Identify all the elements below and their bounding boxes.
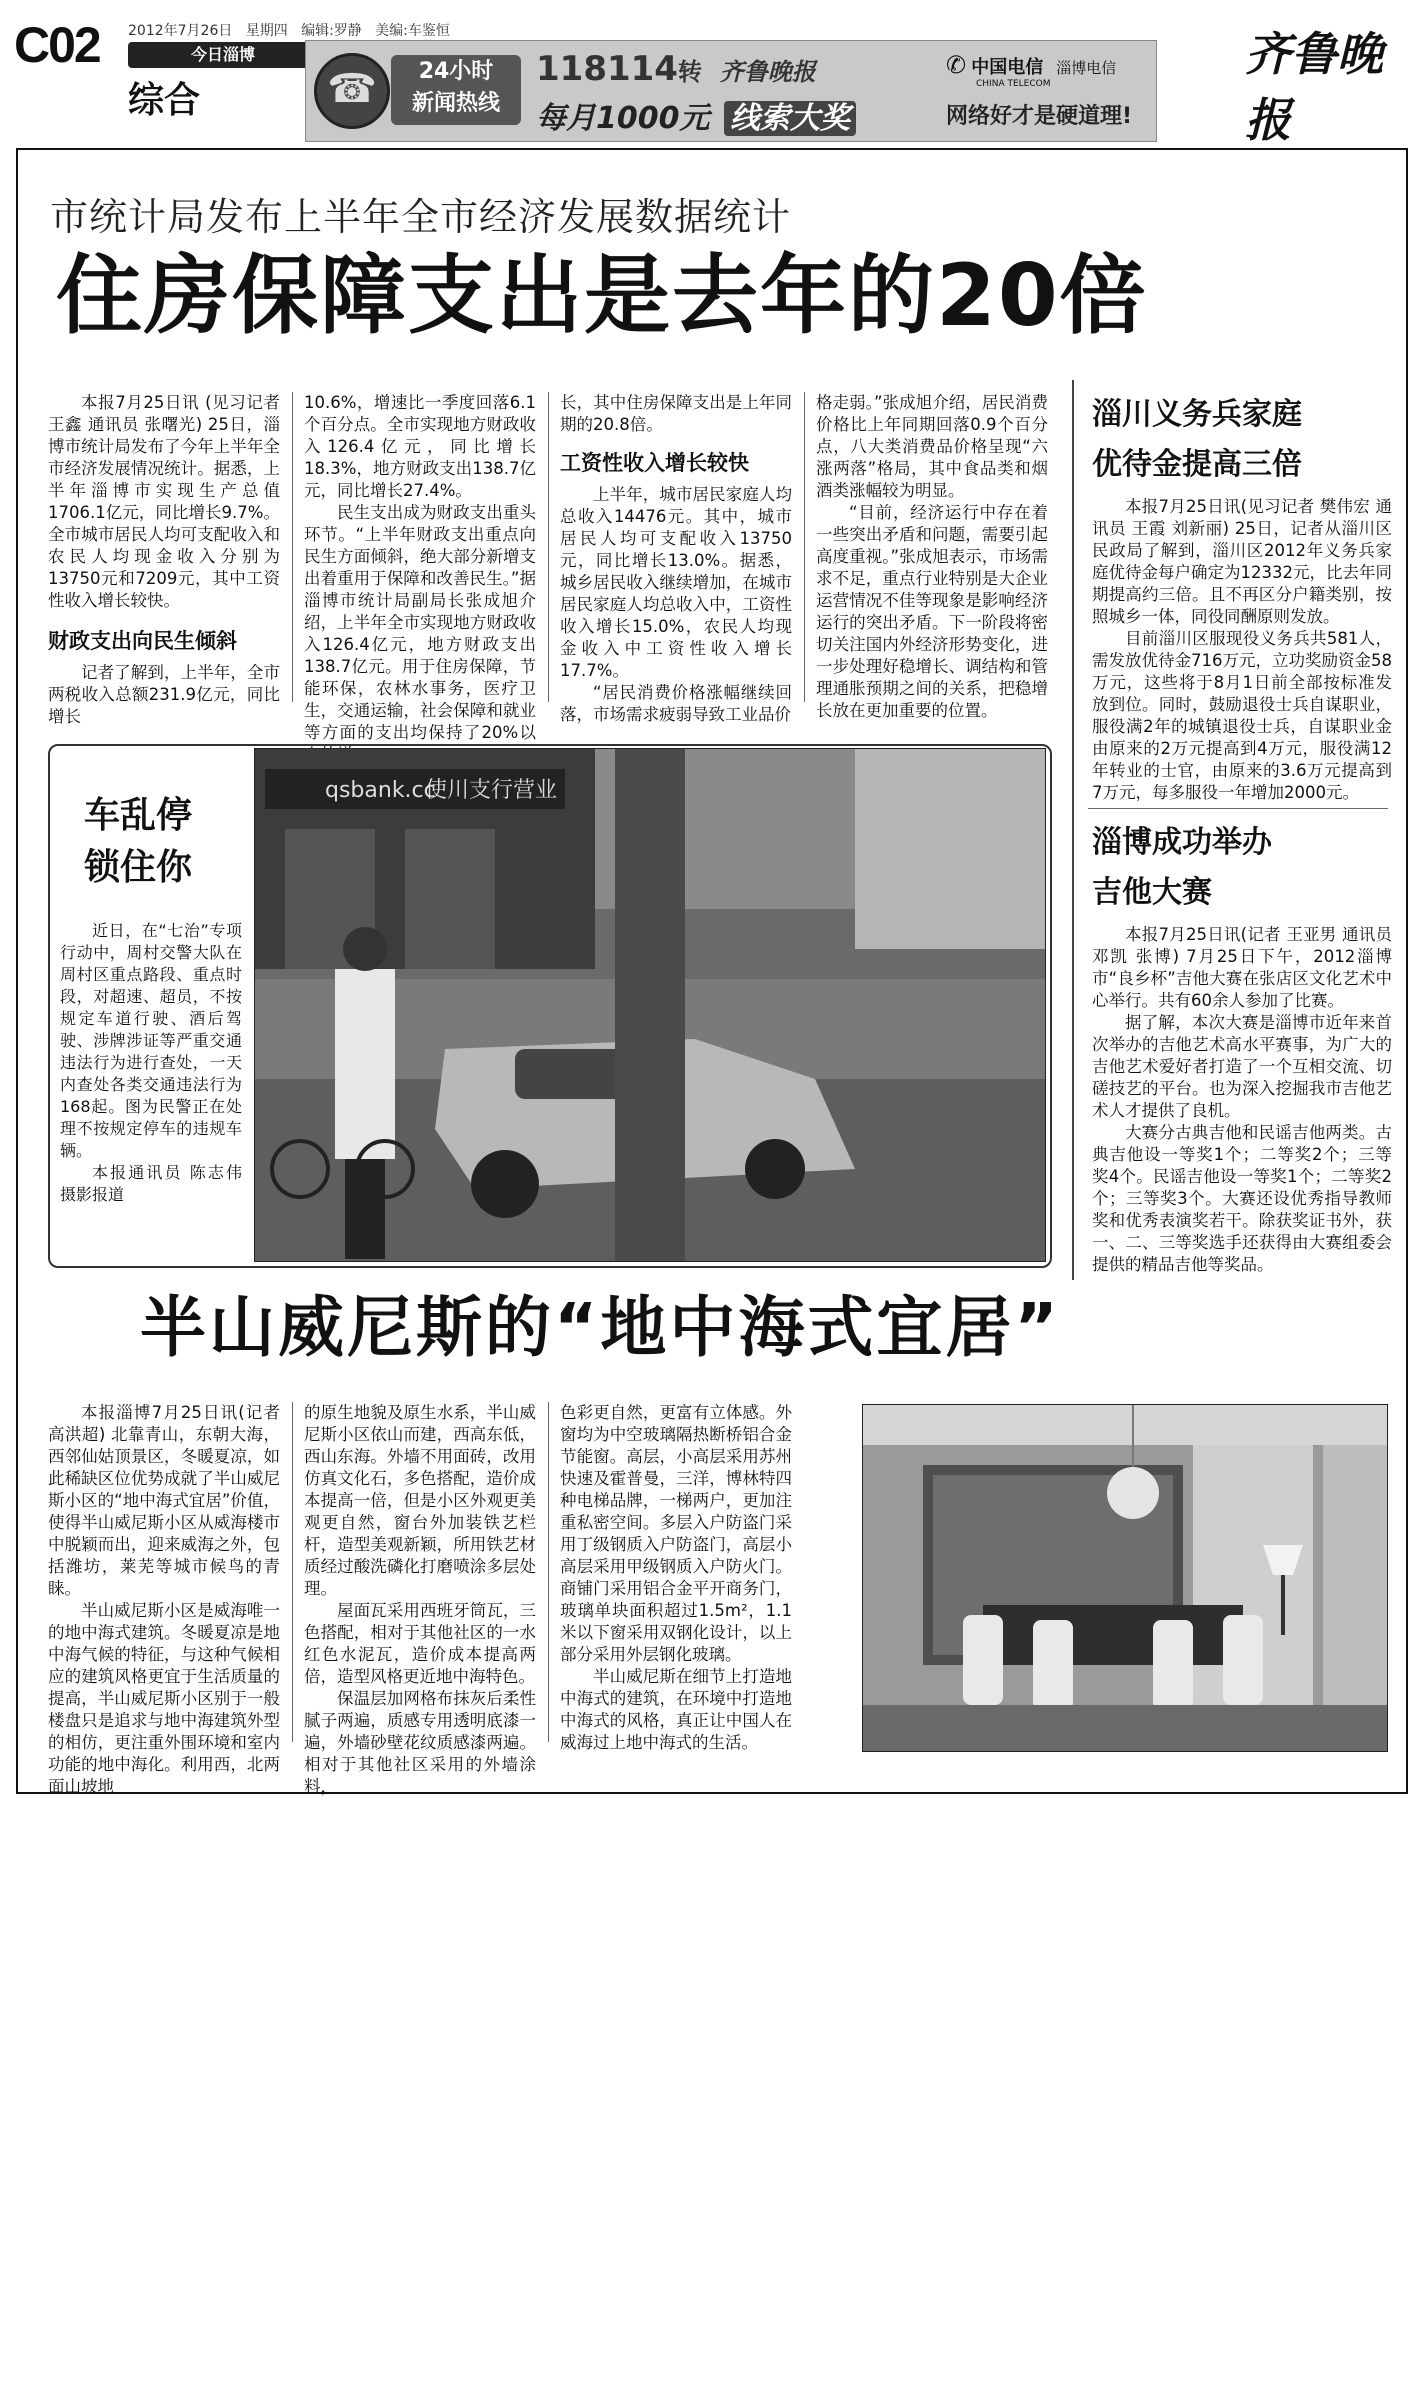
side-1-paragraph: 本报7月25日讯(见习记者 樊伟宏 通讯员 王霞 刘新丽) 25日，记者从淄川区民政局了解到，淄川区2012年义务兵家庭优待金每户确定为12332元，比去年同期提高约三倍。且不再区分户籍类别，按照城乡一体，同役同酬原则发放。 [1092, 497, 1392, 626]
zibo-telecom: 淄博电信 [1056, 59, 1117, 77]
banner-hotline [391, 55, 521, 125]
side-2-paragraph: 据了解，本次大赛是淄博市近年来首次举办的吉他艺术高水平赛事，为广大的吉他艺术爱好者打造了一个互相交流、切磋技艺的平台。也为深入挖掘我市吉他艺术人才提供了良机。 [1092, 1013, 1392, 1120]
banner-brand-small: 齐鲁晚报 [719, 57, 816, 86]
interior-photo [862, 1404, 1388, 1752]
main-paragraph: 长，其中住房保障支出是上年同期的20.8倍。 [560, 393, 792, 434]
bottom-paragraph: 色彩更自然，更富有立体感。外窗均为中空玻璃隔热断桥铝合金节能窗。高层，小高层采用苏州快速及霍普曼，三洋，博林特四种电梯品牌，一梯两户，更加注重私密空间。多层入户防盗门采用丁级钢质入户防盗门，高层小高层采用甲级钢质入户防火门。商铺门采用铝合金平开商务门，玻璃单块面积超过1.5m²，1.1米以下窗采用双钢化设计，以上部分采用外层钢化玻璃。 [560, 1403, 792, 1664]
main-paragraph: 民生支出成为财政支出重头环节。“上半年财政支出重点向民生方面倾斜，绝大部分新增支出着重用于保障和改善民生。”据淄博市统计局副局长张成旭介绍，上半年全市实现地方财政收入126.4亿元，地方财政支出138.7亿元。用于住房保障，节能环保，农林水事务，医疗卫生，交通运输，社会保障和就业等方面的支出均保持了20%以 [304, 503, 536, 742]
banner-reward-text: 线索大奖 [724, 101, 856, 136]
telecom-en: CHINA TELECOM [976, 79, 1051, 89]
main-kicker: 市统计局发布上半年全市经济发展数据统计 [50, 195, 792, 239]
issue-meta [128, 20, 450, 40]
photo-news-credit: 本报通讯员 陈志伟 摄影报道 [60, 1163, 242, 1204]
issue-weekday: 星期四 [245, 23, 288, 39]
bottom-paragraph: 的原生地貌及原生水系，半山威尼斯小区依山而建，西高东低，西山东海。外墙不用面砖，改用仿真文化石，多色搭配，造价成本提高一倍，但是小区外观更美观更自然，窗台外加装铁艺栏杆，造型美观新颖，所用铁艺材质经过酸洗磷化打磨喷涂多层处理。 [304, 1403, 536, 1598]
main-col-3 [560, 392, 792, 726]
main-col-1 [48, 392, 280, 728]
banner-number [536, 49, 816, 89]
bank-sign: 使川支行营业 [425, 778, 558, 803]
main-subheading-1: 财政支出向民生倾斜 [48, 629, 237, 653]
photo-news-headline-2: 锁住你 [84, 847, 193, 888]
photo-news-body: 近日，在“七治”专项行动中，周村交警大队在周村区重点路段、重点时段，对超速、超员，不按规定车道行驶、酒后驾驶、涉牌涉证等严重交通违法行为进行查处，一天内查处各类交通违法行为168起。图为民警正在处理不按规定停车的违规车辆。 [60, 921, 242, 1160]
bottom-paragraph: 保温层加网格布抹灰后柔性腻子两遍，质感专用透明底漆一遍，外墙砂壁花纹质感漆两遍。相对于其他社区采用的外墙涂料， [304, 1689, 536, 1796]
bottom-headline: 半山威尼斯的“地中海式宜居” [140, 1289, 1061, 1366]
photo-news-headline-1: 车乱停 [84, 795, 193, 836]
banner-number-suffix: 转 [677, 58, 702, 86]
bottom-col-1 [48, 1402, 280, 1798]
main-subheading-2: 工资性收入增长较快 [560, 451, 749, 475]
bottom-paragraph: 半山威尼斯在细节上打造地中海式的建筑，在环境中打造地中海式的风格，真正让中国人在威海过上地中海式的生活。 [560, 1667, 792, 1752]
column-divider [548, 392, 549, 702]
bottom-paragraph: 屋面瓦采用西班牙筒瓦，三色搭配，相对于其他社区的一水红色水泥瓦，造价成本提高两倍，造型风格更近地中海特色。 [304, 1601, 536, 1686]
banner-reward [536, 93, 856, 137]
side-2-headline-2: 吉他大赛 [1092, 875, 1212, 910]
newspaper-brand: 齐鲁晚报 [1245, 27, 1383, 147]
bank-sign-domain: qsbank.cc [325, 778, 436, 803]
main-paragraph: 格走弱。”张成旭介绍，居民消费价格比上年同期回落0.9个百分点，八大类消费品价格呈现“六涨两落”格局，其中食品类和烟酒类涨幅较为明显。 [816, 393, 1048, 500]
section-name: 综合 [128, 80, 201, 121]
section-tag: 今日淄博 [128, 42, 318, 68]
page-number: C02 [14, 17, 100, 73]
main-lead-paragraph: 本报7月25日讯 (见习记者 王鑫 通讯员 张曙光) 25日，淄博市统计局发布了今年上半年全市经济发展情况统计。据悉，上半年淄博市实现生产总值1706.1亿元，同比增长9.7%。全市城市居民人均可支配收入和农民人均现金收入分别为13750元和7209元，其中工资性收入增长较快。 [48, 393, 280, 610]
telecom-icon: ✆ [946, 51, 967, 79]
bottom-paragraph: 半山威尼斯小区是威海唯一的地中海式建筑。冬暖夏凉是地中海气候的特征，与这种气候相应的建筑风格更宜于生活质量的提高，半山威尼斯小区别于一般楼盘只是追求与地中海建筑外型的相仿，更注重外围环境和室内功能的地中海化。利用西，北两面山坡地 [48, 1601, 280, 1796]
designer-credit: 美编:车鉴恒 [375, 23, 450, 39]
banner-hotline-line1: 24小时 [418, 59, 494, 84]
street-photo-illustration [255, 749, 1045, 1261]
main-paragraph: “目前，经济运行中存在着一些突出矛盾和问题，需要引起高度重视。”张成旭表示，市场需求不足，重点行业特别是大企业运营情况不佳等现象是影响经济运行的突出矛盾。下一阶段将密切关注国内外经济形势变化，进一步处理好稳增长、调结构和管理通胀预期之间的关系，把稳增长放在更加重要的位置。 [816, 503, 1048, 720]
side-article-2 [1092, 818, 1392, 1276]
column-divider [804, 392, 805, 702]
right-column-divider [1072, 380, 1074, 1280]
editor-credit: 编辑:罗静 [301, 23, 362, 39]
side-2-paragraph: 本报7月25日讯(记者 王亚男 通讯员 邓凯 张博) 7月25日下午，2012淄博市“良乡杯”吉他大赛在张店区文化艺术中心举行。共有60余人参加了比赛。 [1092, 925, 1392, 1010]
main-col-4 [816, 392, 1048, 722]
bottom-col-3 [560, 1402, 792, 1754]
phone-icon: ☎ [314, 53, 390, 129]
main-paragraph: 10.6%，增速比一季度回落6.1个百分点。全市实现地方财政收入126.4亿元，同比增长18.3%，地方财政支出138.7亿元，同比增长27.4%。 [304, 393, 536, 500]
ad-banner [305, 40, 1157, 142]
telecom-logo [946, 51, 1146, 89]
column-divider [292, 392, 293, 702]
telecom-name: 中国电信 [971, 57, 1044, 78]
side-1-headline-2: 优待金提高三倍 [1092, 447, 1302, 482]
street-photo [254, 748, 1046, 1262]
side-1-headline-1: 淄川义务兵家庭 [1092, 397, 1302, 432]
side-article-1 [1092, 390, 1392, 804]
column-divider [548, 1402, 549, 1742]
banner-monthly: 每月1000元 [536, 101, 710, 136]
main-paragraph: 上半年，城市居民家庭人均总收入14476元。其中，城市居民人均可支配收入13750元，同比增长13.0%。据悉，城乡居民收入继续增加，在城市居民家庭人均总收入中，工资性收入增长15.0%，农民人均现金收入中工资性收入增长17.7%。 [560, 485, 792, 680]
interior-photo-illustration [863, 1405, 1387, 1751]
banner-number-digits: 118114 [536, 49, 678, 89]
bottom-paragraph: 本报淄博7月25日讯(记者 高洪超) 北靠青山，东朝大海，西邻仙姑顶景区，冬暖夏凉，如此稀缺区位优势成就了半山威尼斯小区的“地中海式宜居”价值，使得半山威尼斯小区从威海楼市中脱颖而出，迎来威海之外，包括潍坊，莱芜等城市候鸟的青睐。 [48, 1403, 280, 1598]
issue-date: 2012年7月26日 [128, 23, 233, 39]
photo-news-text [60, 790, 242, 1206]
side-2-headline-1: 淄博成功举办 [1092, 825, 1272, 860]
side-2-paragraph: 大赛分古典吉他和民谣吉他两类。古典吉他设一等奖1个；二等奖2个；三等奖4个。民谣吉他设一等奖1个；二等奖2个；三等奖3个。大赛还设优秀指导教师奖和优秀表演奖若干。除获奖证书外，获一、二、三等奖选手还获得由大赛组委会提供的精品吉他等奖品。 [1092, 1123, 1392, 1274]
main-col-2 [304, 392, 536, 766]
column-divider [292, 1402, 293, 1742]
main-paragraph: “居民消费价格涨幅继续回落，市场需求疲弱导致工业品价 [560, 683, 792, 724]
banner-hotline-line2: 新闻热线 [411, 91, 500, 116]
bottom-col-2 [304, 1402, 536, 1798]
main-paragraph: 记者了解到，上半年，全市两税收入总额231.9亿元，同比增长 [48, 663, 280, 726]
banner-slogan: 网络好才是硬道理! [946, 104, 1133, 129]
side-1-paragraph: 目前淄川区服现役义务兵共581人，需发放优待金716万元，立功奖励资金58万元，这些将于8月1日前全部按标准发放到位。同时，鼓励退役士兵自谋职业，服役满2年的城镇退役士兵，自谋职业金由原来的2万元提高到4万元，服役满12年转业的士官，由原来的3.6万元提高到7万元，每多服役一年增加2000元。 [1092, 629, 1392, 802]
side-divider [1088, 808, 1388, 809]
main-headline: 住房保障支出是去年的20倍 [56, 246, 1148, 346]
